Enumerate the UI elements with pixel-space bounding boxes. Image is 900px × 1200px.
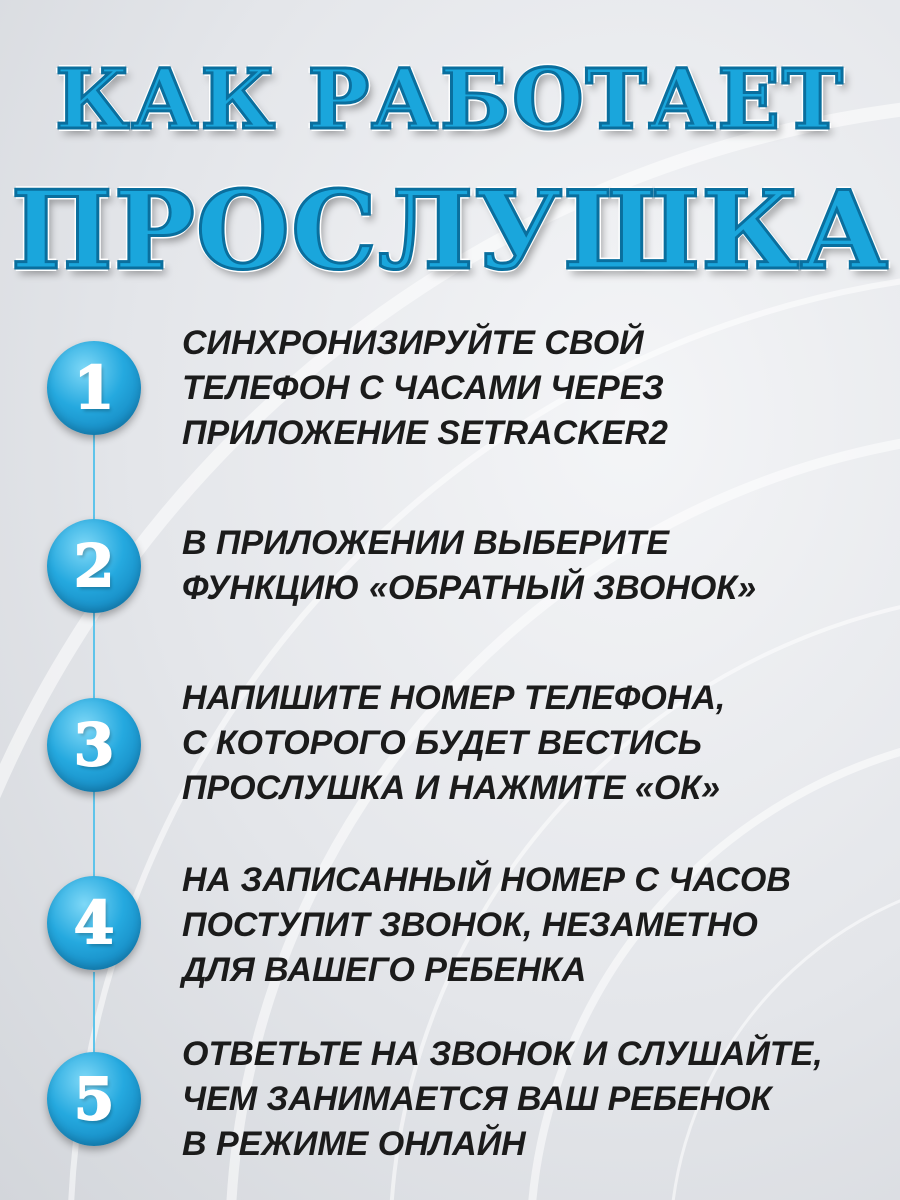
step-3-number-badge <box>47 698 141 792</box>
step-5-number: 5 <box>73 1065 115 1133</box>
step-5-number-badge <box>47 1052 141 1146</box>
step-connector <box>93 972 95 1060</box>
step-3-text <box>182 676 872 811</box>
step-4-line-3: ДЛЯ ВАШЕГО РЕБЕНКА <box>182 951 587 989</box>
step-3-number: 3 <box>73 711 115 779</box>
step-5-line-1: ОТВЕТЬТЕ НА ЗВОНОК И СЛУШАЙТЕ, <box>182 1035 823 1073</box>
step-connector <box>93 612 95 700</box>
step-1-text <box>182 321 872 456</box>
step-3-line-1: НАПИШИТЕ НОМЕР ТЕЛЕФОНА, <box>182 679 726 717</box>
step-4-line-2: ПОСТУПИТ ЗВОНОК, НЕЗАМЕТНО <box>182 906 758 944</box>
step-5-line-2: ЧЕМ ЗАНИМАЕТСЯ ВАШ РЕБЕНОК <box>182 1080 772 1118</box>
page-title-line-1: КАК РАБОТАЕТ <box>55 52 845 148</box>
step-connector <box>93 432 95 520</box>
step-1-number-badge <box>47 341 141 435</box>
step-3-line-3: ПРОСЛУШКА И НАЖМИТЕ «ОК» <box>182 769 721 807</box>
step-2-line-2: ФУНКЦИЮ «ОБРАТНЫЙ ЗВОНОК» <box>182 569 757 607</box>
step-5-text <box>182 1032 872 1167</box>
step-3-line-2: С КОТОРОГО БУДЕТ ВЕСТИСЬ <box>182 724 702 762</box>
step-1-number: 1 <box>73 354 115 422</box>
step-4-number: 4 <box>73 889 115 957</box>
step-2-text <box>182 521 872 611</box>
step-connector <box>93 792 95 880</box>
step-2-line-1: В ПРИЛОЖЕНИИ ВЫБЕРИТЕ <box>182 524 670 562</box>
step-4-number-badge <box>47 876 141 970</box>
step-4-text <box>182 858 872 993</box>
step-5-line-3: В РЕЖИМЕ ОНЛАЙН <box>182 1125 526 1163</box>
step-1-line-3: ПРИЛОЖЕНИЕ SETRACKER2 <box>182 414 668 452</box>
step-2-number-badge <box>47 519 141 613</box>
step-4-line-1: НА ЗАПИСАННЫЙ НОМЕР С ЧАСОВ <box>182 861 791 899</box>
page-title-line-2: ПРОСЛУШКА <box>10 168 890 294</box>
step-1-line-2: ТЕЛЕФОН С ЧАСАМИ ЧЕРЕЗ <box>182 369 664 407</box>
step-1-line-1: СИНХРОНИЗИРУЙТЕ СВОЙ <box>182 324 644 362</box>
step-2-number: 2 <box>73 532 115 600</box>
